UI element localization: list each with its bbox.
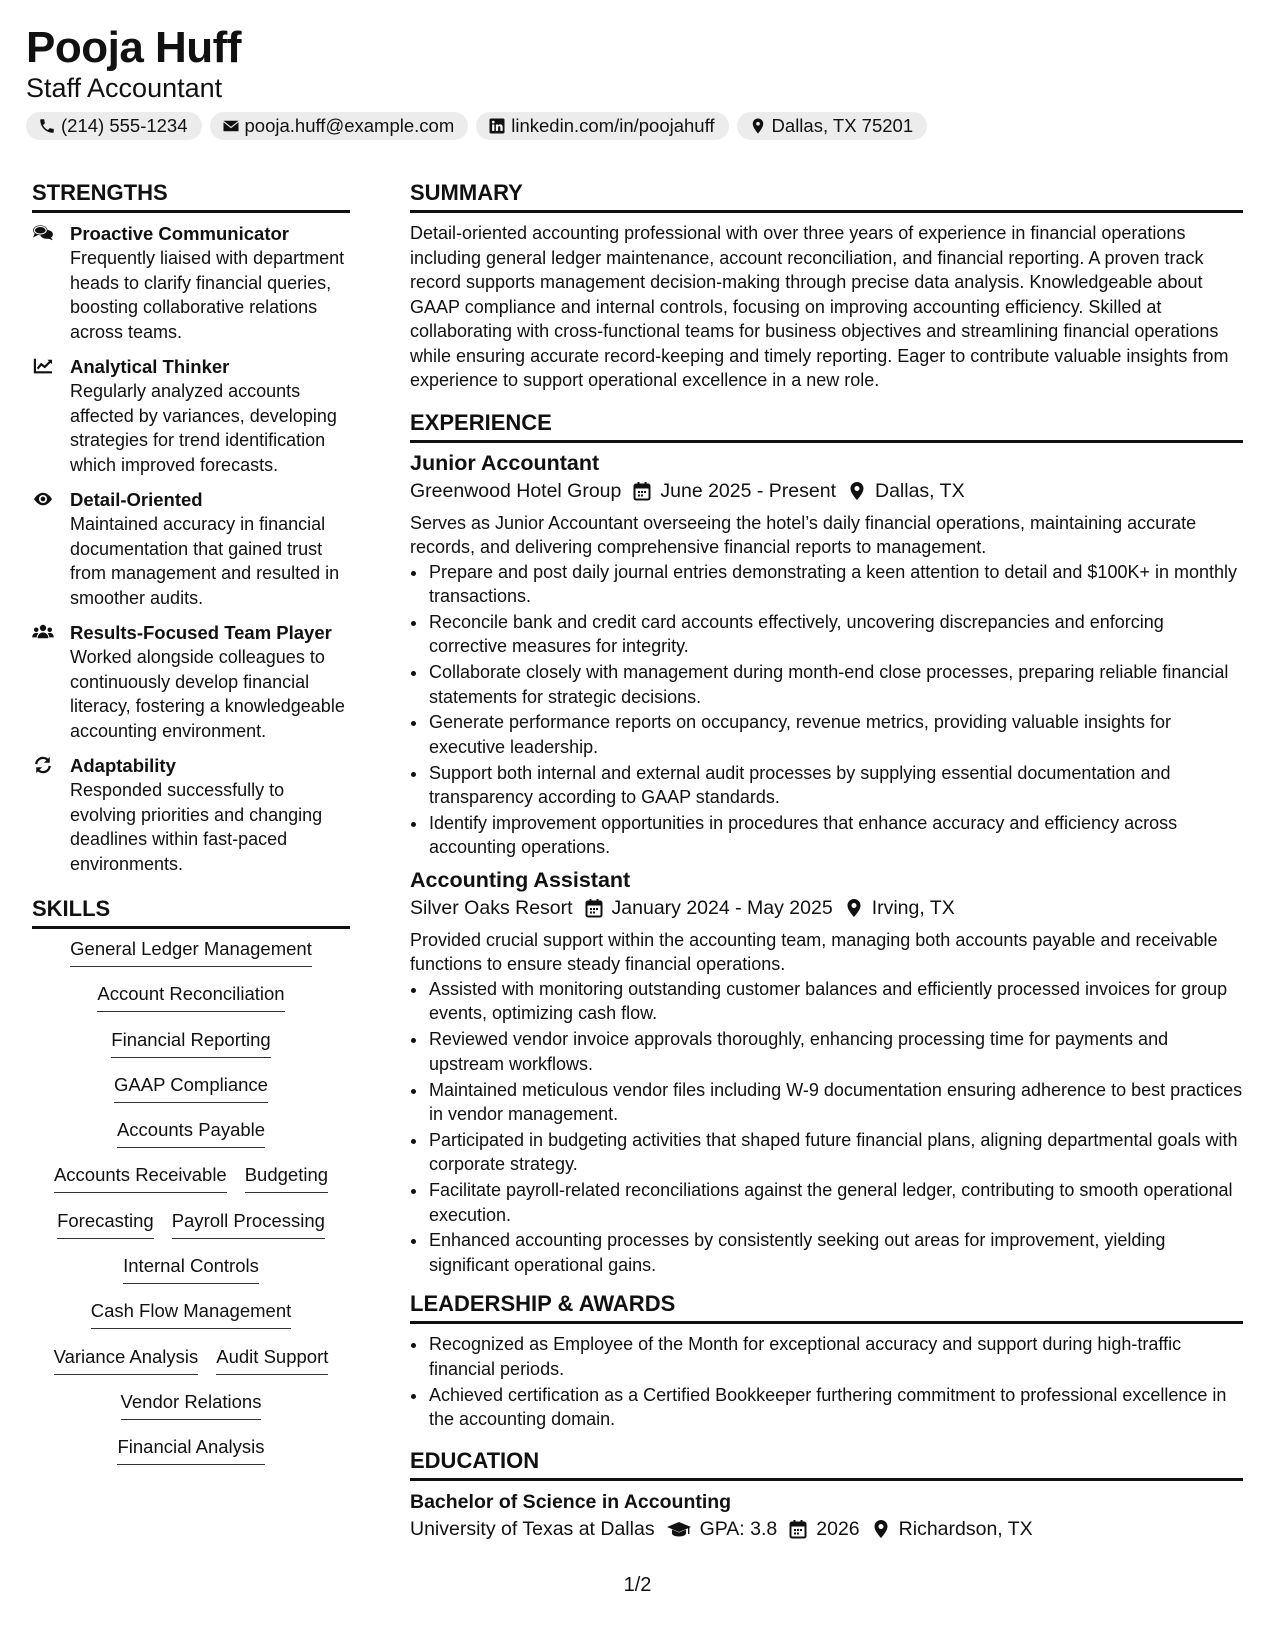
skill-tag: GAAP Compliance xyxy=(114,1073,268,1103)
strength-name: Proactive Communicator xyxy=(70,223,289,244)
strength-item xyxy=(32,620,350,743)
job-meta xyxy=(410,894,1243,922)
resume-header xyxy=(26,22,927,140)
contact-phone-text: (214) 555-1234 xyxy=(61,115,188,136)
left-column xyxy=(32,180,350,1481)
location-pin-icon xyxy=(872,1519,890,1539)
job-bullet: • Collaborate closely with management during month-end close processes, preparing reliable financial statements for strategic decisions. xyxy=(428,660,1243,709)
skill-tag: Financial Analysis xyxy=(117,1435,264,1465)
strength-name: Adaptability xyxy=(70,755,176,776)
job-entry xyxy=(410,866,1243,1277)
job-dates: January 2024 - May 2025 xyxy=(611,896,833,919)
job-bullet: • Enhanced accounting processes by consistently seeking out areas for improvement, yielding significant operational gains. xyxy=(428,1228,1243,1277)
job-bullet: • Generate performance reports on occupancy, revenue metrics, providing valuable insights for executive leadership. xyxy=(428,710,1243,759)
job-summary: Provided crucial support within the accounting team, managing both accounts payable and receivable functions to ensure steady financial operations. xyxy=(410,929,1218,975)
strength-description: Frequently liaised with department heads to clarify financial queries, boosting collaborative relations across teams. xyxy=(70,248,345,342)
job-title: Staff Accountant xyxy=(26,73,223,103)
calendar-icon xyxy=(585,898,603,918)
skills-heading: SKILLS xyxy=(32,896,350,929)
company-name: Greenwood Hotel Group xyxy=(410,479,622,502)
strength-item xyxy=(32,753,350,876)
strength-item xyxy=(32,354,350,477)
skill-row xyxy=(32,1118,350,1163)
skill-tag: Financial Reporting xyxy=(111,1028,270,1058)
degree-title: Bachelor of Science in Accounting xyxy=(410,1490,732,1513)
page-number: 1/2 xyxy=(623,1574,652,1596)
skill-tag: Internal Controls xyxy=(123,1254,259,1284)
contact-bar xyxy=(26,112,927,140)
school-name: University of Texas at Dallas xyxy=(410,1517,655,1540)
location-pin-icon xyxy=(845,898,863,918)
skill-tag: Accounts Payable xyxy=(117,1118,265,1148)
skill-row xyxy=(32,937,350,982)
contact-phone[interactable] xyxy=(26,112,202,140)
job-bullet: • Support both internal and external audit processes by supplying essential documentation and transparency according to GAAP standards. xyxy=(428,761,1243,810)
location-pin-icon xyxy=(848,481,866,501)
leadership-bullet: • Recognized as Employee of the Month for exceptional accuracy and support during high-traffic financial periods. xyxy=(428,1332,1243,1381)
job-bullet: • Maintained meticulous vendor files including W-9 documentation ensuring adherence to best practices in vendor management. xyxy=(428,1078,1243,1127)
job-bullets xyxy=(410,977,1243,1277)
skill-tag: General Ledger Management xyxy=(70,937,312,967)
skill-row xyxy=(32,1028,350,1073)
contact-location xyxy=(737,112,928,140)
calendar-icon xyxy=(789,1519,807,1539)
strength-item xyxy=(32,487,350,610)
comments-icon xyxy=(32,221,58,344)
skill-tag: Budgeting xyxy=(245,1163,328,1193)
job-bullet: • Prepare and post daily journal entries demonstrating a keen attention to detail and $100K+ in monthly transactions. xyxy=(428,560,1243,609)
job-entry-title: Accounting Assistant xyxy=(410,867,631,892)
job-bullet: • Participated in budgeting activities that shaped future financial plans, aligning departmental goals with corporate strategy. xyxy=(428,1128,1243,1177)
strengths-heading: STRENGTHS xyxy=(32,180,350,213)
skill-tag: Vendor Relations xyxy=(121,1390,262,1420)
summary-heading: SUMMARY xyxy=(410,180,1243,213)
phone-icon xyxy=(38,117,56,135)
skill-row xyxy=(32,1390,350,1435)
contact-email-text: pooja.huff@example.com xyxy=(244,115,455,136)
chart-line-icon xyxy=(32,354,58,477)
job-entry xyxy=(410,449,1243,860)
job-meta xyxy=(410,477,1243,505)
right-column xyxy=(410,180,1243,1549)
skill-row xyxy=(32,1254,350,1299)
contact-location-text: Dallas, TX 75201 xyxy=(771,115,914,136)
summary-text: Detail-oriented accounting professional with over three years of experience in financial operations including general ledger maintenance, account reconciliation, and financial reporting. A proven track record supports management decision-making through precise data analysis. Knowledgeable about GAAP compliance and internal controls, focusing on improving accounting efficiency. Skilled at collaborating with cross-functional teams for business objectives and streamlining financial operations while ensuring accurate record-keeping and timely reporting. Eager to contribute valuable insights from experience to support operational excellence in a new role. xyxy=(410,223,1229,390)
contact-linkedin-text: linkedin.com/in/poojahuff xyxy=(511,115,715,136)
strength-name: Detail-Oriented xyxy=(70,489,203,510)
strength-description: Regularly analyzed accounts affected by variances, developing strategies for trend identification which improved forecasts. xyxy=(70,381,337,475)
strength-name: Results-Focused Team Player xyxy=(70,622,332,643)
leadership-bullets xyxy=(410,1332,1243,1431)
job-bullets xyxy=(410,560,1243,860)
skill-row xyxy=(32,1299,350,1344)
skill-row xyxy=(32,982,350,1027)
job-bullet: • Facilitate payroll-related reconciliations against the general ledger, contributing to smooth operational execution. xyxy=(428,1178,1243,1227)
job-bullet: • Identify improvement opportunities in procedures that enhance accuracy and efficiency across accounting operations. xyxy=(428,811,1243,860)
skill-tag: Payroll Processing xyxy=(172,1209,325,1239)
skill-tag: Variance Analysis xyxy=(54,1345,199,1375)
skill-tag: Accounts Receivable xyxy=(54,1163,227,1193)
envelope-icon xyxy=(222,117,240,135)
education-heading: EDUCATION xyxy=(410,1448,1243,1481)
eye-icon xyxy=(32,487,58,610)
leadership-heading: LEADERSHIP & AWARDS xyxy=(410,1291,1243,1324)
experience-heading: EXPERIENCE xyxy=(410,410,1243,443)
skill-row xyxy=(32,1435,350,1480)
education-meta xyxy=(410,1515,1243,1543)
job-summary: Serves as Junior Accountant overseeing the hotel’s daily financial operations, maintaining accurate records, and delivering comprehensive financial reports to management. xyxy=(410,512,1197,557)
skills-list xyxy=(32,937,350,1481)
company-name: Silver Oaks Resort xyxy=(410,896,573,919)
leadership-bullet: • Achieved certification as a Certified Bookkeeper furthering commitment to professional excellence in the accounting domain. xyxy=(428,1383,1243,1432)
job-location: Irving, TX xyxy=(871,896,955,919)
strength-description: Worked alongside colleagues to continuously develop financial literacy, fostering a knowledgeable accounting environment. xyxy=(70,647,345,741)
calendar-icon xyxy=(633,481,651,501)
strength-item xyxy=(32,221,350,344)
skill-tag: Forecasting xyxy=(57,1209,154,1239)
skill-row xyxy=(32,1073,350,1118)
job-location: Dallas, TX xyxy=(875,479,965,502)
contact-linkedin[interactable] xyxy=(476,112,728,140)
job-dates: June 2025 - Present xyxy=(660,479,836,502)
graduation-cap-icon xyxy=(667,1519,691,1539)
job-bullet: • Assisted with monitoring outstanding customer balances and efficiently processed invoices for group events, optimizing cash flow. xyxy=(428,977,1243,1026)
location-pin-icon xyxy=(749,117,767,135)
strength-description: Maintained accuracy in financial documentation that gained trust from management and resulted in smoother audits. xyxy=(70,514,340,608)
sync-icon xyxy=(32,753,58,876)
job-entry-title: Junior Accountant xyxy=(410,450,600,475)
contact-email[interactable] xyxy=(210,112,469,140)
job-bullet: • Reconcile bank and credit card accounts effectively, uncovering discrepancies and enforcing corrective measures for integrity. xyxy=(428,610,1243,659)
skill-row xyxy=(32,1209,350,1254)
gpa: GPA: 3.8 xyxy=(699,1517,778,1540)
skill-row xyxy=(32,1163,350,1208)
graduation-year: 2026 xyxy=(816,1517,860,1540)
candidate-name: Pooja Huff xyxy=(26,23,241,72)
school-location: Richardson, TX xyxy=(898,1517,1033,1540)
skill-row xyxy=(32,1345,350,1390)
skill-tag: Audit Support xyxy=(216,1345,328,1375)
linkedin-icon xyxy=(488,117,506,135)
users-icon xyxy=(32,620,58,743)
strength-description: Responded successfully to evolving priorities and changing deadlines within fast-paced environments. xyxy=(70,780,323,874)
skill-tag: Account Reconciliation xyxy=(97,982,284,1012)
skill-tag: Cash Flow Management xyxy=(91,1299,292,1329)
job-bullet: • Reviewed vendor invoice approvals thoroughly, enhancing processing time for payments and upstream workflows. xyxy=(428,1027,1243,1076)
strength-name: Analytical Thinker xyxy=(70,356,230,377)
